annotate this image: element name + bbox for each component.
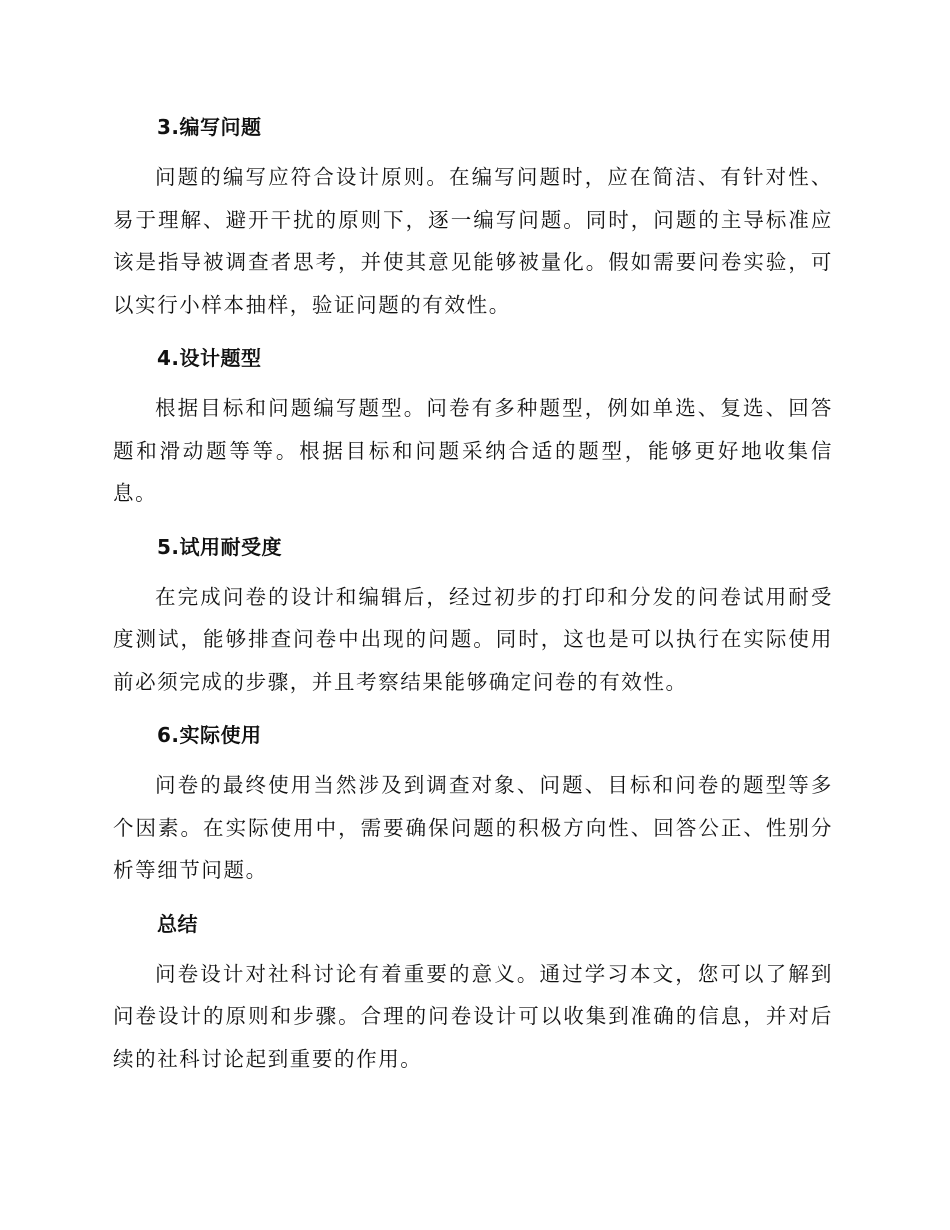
section-trial-tolerance <box>113 528 833 704</box>
section-paragraph: 根据目标和问题编写题型。问卷有多种题型，例如单选、复选、回答题和滑动题等等。根据目标和问题采纳合适的题型，能够更好地收集信息。 <box>113 396 833 505</box>
section-heading: 总结 <box>157 911 198 936</box>
document-body <box>113 108 833 1080</box>
section-write-questions <box>113 108 833 326</box>
section-paragraph: 问题的编写应符合设计原则。在编写问题时，应在简洁、有针对性、易于理解、避开干扰的原则下，逐一编写问题。同时，问题的主导标准应该是指导被调查者思考，并使其意见能够被量化。假如需要问卷实验，可以实行小样本抽样，验证问题的有效性。 <box>113 165 833 317</box>
section-heading: 5.试用耐受度 <box>157 534 283 559</box>
section-heading: 4.设计题型 <box>157 346 262 370</box>
section-paragraph: 在完成问卷的设计和编辑后，经过初步的打印和分发的问卷试用耐受度测试，能够排查问卷中出现的问题。同时，这也是可以执行在实际使用前必须完成的步骤，并且考察结果能够确定问卷的有效性。 <box>113 584 833 694</box>
section-summary <box>113 905 833 1081</box>
section-actual-use <box>113 716 833 892</box>
section-heading: 6.实际使用 <box>157 723 262 747</box>
section-paragraph: 问卷设计对社科讨论有着重要的意义。通过学习本文，您可以了解到问卷设计的原则和步骤。合理的问卷设计可以收集到准确的信息，并对后续的社科讨论起到重要的作用。 <box>113 961 833 1071</box>
section-paragraph: 问卷的最终使用当然涉及到调查对象、问题、目标和问卷的题型等多个因素。在实际使用中，需要确保问题的积极方向性、回答公正、性别分析等细节问题。 <box>113 773 833 882</box>
section-heading: 3.编写问题 <box>157 115 262 139</box>
section-design-question-types <box>113 339 833 515</box>
